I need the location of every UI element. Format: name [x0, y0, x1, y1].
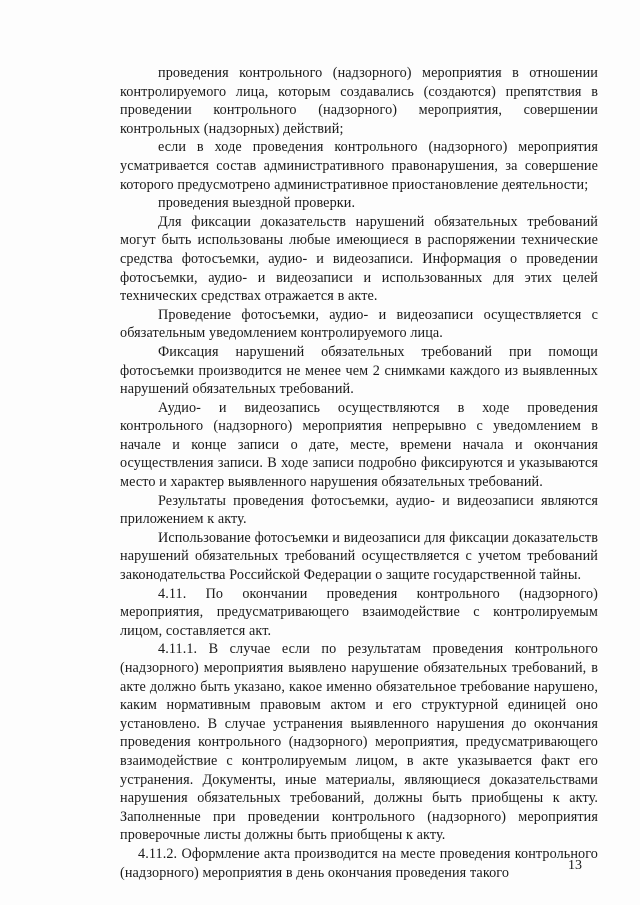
paragraph: Результаты проведения фотосъемки, аудио- и видеозаписи являются приложением к акту. — [120, 492, 598, 528]
paragraph: Аудио- и видеозапись осуществляются в ходе проведения контрольного (надзорного) мероприятия непрерывно с уведомлением в начале и конце записи о дате, месте, времени начала и окончания осуществления записи. В ходе записи подробно фиксируются и указываются место и характер выявленного нарушения обязательных требований. — [120, 399, 598, 491]
paragraph: Фиксация нарушений обязательных требований при помощи фотосъемки производится не менее чем 2 снимками каждого из выявленных нарушений обязательных требований. — [120, 343, 598, 398]
document-body — [120, 64, 598, 882]
paragraph-continued: проведения контрольного (надзорного) мероприятия в отношении контролируемого лица, которым создавались (создаются) препятствия в проведении контрольного (надзорного) мероприятия, совершении контрольных (надзорных) действий; — [120, 65, 598, 137]
paragraph: Проведение фотосъемки, аудио- и видеозаписи осуществляется с обязательным уведомлением контролируемого лица. — [120, 306, 598, 342]
paragraph: Для фиксации доказательств нарушений обязательных требований могут быть использованы любые имеющиеся в распоряжении технические средства фотосъемки, аудио- и видеозаписи. Информация о проведении фотосъемки, аудио- и видеозаписи и использованных для этих целей технических средствах отражается в акте. — [120, 213, 598, 305]
paragraph: проведения выездной проверки. — [158, 195, 356, 212]
paragraph: если в ходе проведения контрольного (надзорного) мероприятия усматривается состав административного правонарушения, за совершение которого предусмотрено административное приостановление деятельности; — [120, 139, 598, 193]
section-paragraph-4-11-1: 4.11.1. В случае если по результатам проведения контрольного (надзорного) мероприятия выявлено нарушение обязательных требований, в акте должно быть указано, какое именно обязательное требование нарушено, каким нормативным правовым актом и его структурной единицей оно установлено. В случае устранения выявленного нарушения до окончания проведения контрольного (надзорного) мероприятия, предусматривающего взаимодействие с контролируемым лицом, в акте указывается факт его устранения. Документы, иные материалы, являющиеся доказательствами нарушения обязательных требований, должны быть приобщены к акту. Заполненные при проведении контрольного (надзорного) мероприятия проверочные листы должны быть приобщены к акту. — [120, 641, 598, 844]
section-paragraph-4-11: 4.11. По окончании проведения контрольного (надзорного) мероприятия, предусматривающего взаимодействие с контролируемым лицом, составляется акт. — [120, 585, 598, 639]
page-number: 13 — [568, 858, 582, 873]
paragraph: Использование фотосъемки и видеозаписи для фиксации доказательств нарушений обязательных требований осуществляется с учетом требований законодательства Российской Федерации о защите государственной тайны. — [120, 529, 598, 584]
section-paragraph-4-11-2: 4.11.2. Оформление акта производится на месте проведения контрольного (надзорного) мероприятия в день окончания проведения такого — [120, 845, 598, 881]
